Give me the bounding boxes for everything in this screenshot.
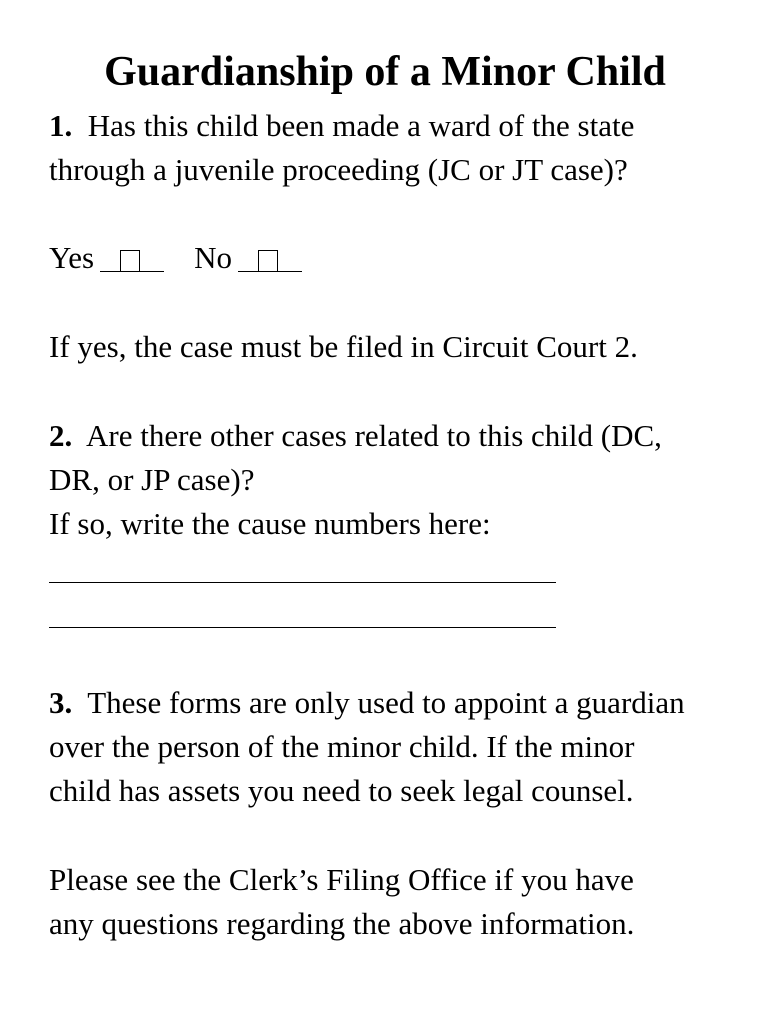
- no-checkbox-field: [238, 238, 302, 268]
- q1-number: 1.: [49, 108, 73, 143]
- footer-text-1: Please see the Clerk’s Filing Office if you have: [49, 862, 634, 897]
- footer-line-2: [49, 904, 634, 944]
- footer-line-1: [49, 860, 634, 900]
- cause-number-line-1[interactable]: [49, 582, 556, 583]
- q3-text-1: These forms are only used to appoint a guardian: [87, 685, 685, 720]
- q2-text-2: DR, or JP case)?: [49, 462, 255, 497]
- q2-text-1: Are there other cases related to this child (DC,: [86, 418, 662, 453]
- yes-label: Yes: [49, 240, 95, 275]
- q2-line-3: [49, 504, 491, 544]
- q3-text-3: child has assets you need to seek legal counsel.: [49, 773, 634, 808]
- q3-number: 3.: [49, 685, 73, 720]
- q2-line-2: [49, 460, 254, 500]
- q1-text-1: Has this child been made a ward of the state: [87, 108, 635, 143]
- q3-line-3: [49, 771, 634, 811]
- q1-note-text: If yes, the case must be filed in Circuit Court 2.: [49, 329, 638, 364]
- q3-line-1: [49, 683, 685, 723]
- cause-number-line-2[interactable]: [49, 627, 556, 628]
- q1-line-2: [49, 150, 628, 190]
- yes-checkbox[interactable]: [120, 250, 140, 272]
- q1-note: [49, 327, 638, 367]
- q2-line-1: [49, 416, 662, 456]
- q1-answer-row: [49, 238, 302, 278]
- q2-number: 2.: [49, 418, 73, 453]
- q3-line-2: [49, 727, 634, 767]
- q1-line-1: [49, 106, 634, 146]
- footer-text-2: any questions regarding the above information.: [49, 906, 635, 941]
- yes-checkbox-field: [100, 238, 164, 268]
- page-title: Guardianship of a Minor Child: [104, 49, 666, 95]
- no-checkbox[interactable]: [258, 250, 278, 272]
- q3-text-2: over the person of the minor child. If the minor: [49, 729, 635, 764]
- no-label: No: [194, 240, 232, 275]
- q1-text-2: through a juvenile proceeding (JC or JT case)?: [49, 152, 628, 187]
- q2-text-3: If so, write the cause numbers here:: [49, 506, 491, 541]
